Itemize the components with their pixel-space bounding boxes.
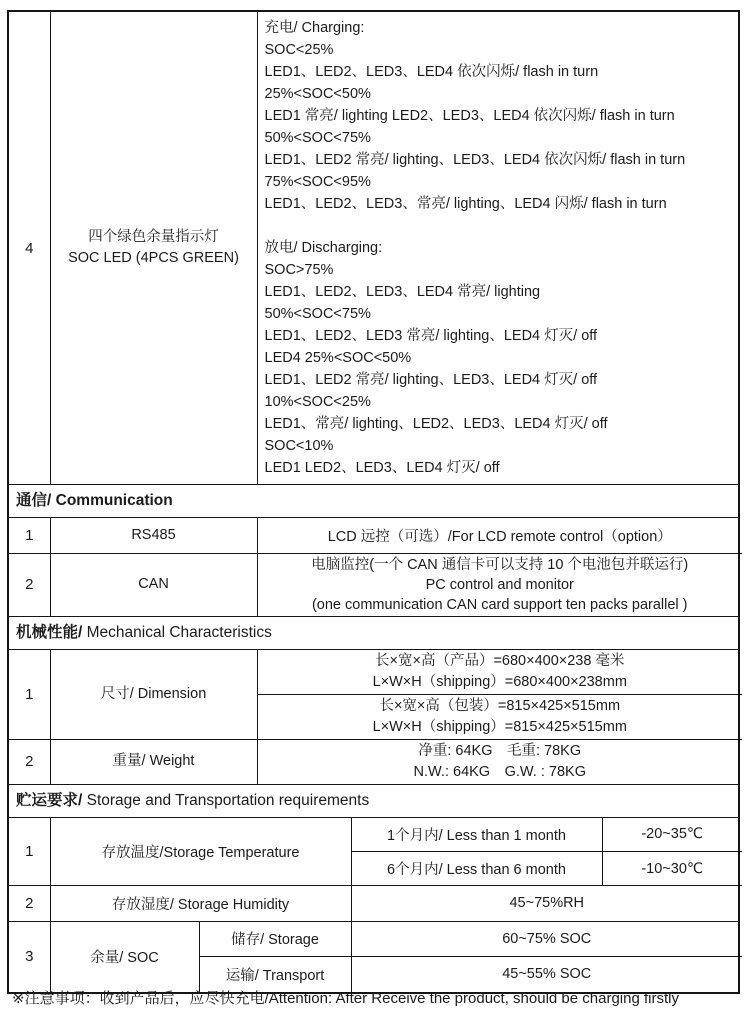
soc-led-table (9, 12, 742, 484)
communication-table (9, 518, 742, 616)
soc-value: 60~75% SOC (351, 922, 742, 957)
led-behavior-line: LED1、LED2、LED3、LED4 常亮/ lighting (264, 284, 541, 300)
led-behavior-line: 25%<SOC<50% (264, 86, 371, 102)
led-behavior-line: LED1、常亮/ lighting、LED2、LED3、LED4 灯灭/ off (264, 416, 608, 432)
weight-value-cell (257, 739, 742, 784)
attention-note: ※注意事项：收到产品后，应尽快充电/Attention: After Receive the product, should be charging firstly (12, 990, 679, 1007)
dimension-product-cell (257, 650, 742, 695)
led-behavior-line: 放电/ Discharging: (264, 240, 383, 256)
can-description-cn: 电脑监控(一个 CAN 通信卡可以支持 10 个电池包并联运行) (311, 556, 689, 573)
table-row-weight (9, 739, 742, 784)
row-index: 2 (9, 739, 50, 784)
dimension-product-cn: 长×宽×高（产品）=680×400×238 毫米 (375, 652, 625, 669)
dimension-package-en: L×W×H（shipping）=815×425×515mm (372, 718, 627, 735)
weight-label: 重量/ Weight (50, 739, 257, 784)
section-title-cn: 通信/ (16, 492, 52, 509)
led-behavior-line: LED1、LED2、LED3、LED4 依次闪烁/ flash in turn (264, 64, 599, 80)
section-title-en: Storage and Transportation requirements (82, 791, 370, 809)
led-behavior-line: LED1 常亮/ lighting LED2、LED3、LED4 依次闪烁/ flash in turn (264, 108, 675, 124)
spec-table (7, 10, 740, 994)
table-row-soc-storage (9, 922, 742, 957)
row-index: 2 (9, 553, 50, 616)
interface-label: CAN (50, 553, 257, 616)
dimension-package-cell (257, 694, 742, 739)
section-title-en: Communication (51, 492, 173, 509)
led-behavior-line: 75%<SOC<95% (264, 174, 371, 190)
interface-description: LCD 远控（可选）/For LCD remote control（option） (257, 518, 742, 553)
led-behavior-line: LED1 LED2、LED3、LED4 灯灭/ off (264, 460, 500, 476)
led-behavior-line: LED1、LED2 常亮/ lighting、LED3、LED4 依次闪烁/ flash in turn (264, 152, 686, 168)
led-behavior-line: 充电/ Charging: (264, 20, 365, 36)
weight-value-cn: 净重: 64KG 毛重: 78KG (418, 742, 582, 759)
storage-temp-range: -10~30℃ (602, 852, 742, 886)
soc-mode: 储存/ Storage (199, 922, 351, 957)
can-description-en: PC control and monitor (425, 576, 574, 593)
table-row-storage-humidity (9, 886, 742, 921)
led-behavior-line (265, 215, 741, 237)
storage-temp-period: 6个月内/ Less than 6 month (351, 852, 602, 886)
section-title-cn: 贮运要求/ (16, 791, 83, 809)
component-label-cn: 四个绿色余量指示灯 (88, 229, 219, 245)
storage-humidity-label: 存放湿度/ Storage Humidity (50, 886, 351, 921)
section-header-mechanical (9, 616, 738, 650)
can-description-en2: (one communication CAN card support ten packs parallel ) (311, 596, 688, 613)
dimension-label: 尺寸/ Dimension (50, 650, 257, 740)
weight-value-en: N.W.: 64KG G.W. : 78KG (413, 763, 586, 780)
component-label (50, 12, 257, 484)
soc-mode: 运输/ Transport (199, 957, 351, 992)
led-behavior-line: SOC<10% (264, 438, 334, 454)
interface-label: RS485 (50, 518, 257, 553)
table-row-storage-temp-1 (9, 818, 742, 852)
table-row-soc-led (9, 12, 742, 484)
storage-temp-label: 存放温度/Storage Temperature (50, 818, 351, 886)
led-behavior-line: LED1、LED2 常亮/ lighting、LED3、LED4 灯灭/ off (264, 372, 598, 388)
led-behavior-line: 10%<SOC<25% (264, 394, 371, 410)
led-behavior-line: LED4 25%<SOC<50% (264, 350, 412, 366)
section-title-en: Mechanical Characteristics (82, 623, 272, 641)
component-label-en: SOC LED (4PCS GREEN) (68, 250, 239, 266)
led-behavior-line: LED1、LED2、LED3、常亮/ lighting、LED4 闪烁/ flash in turn (264, 196, 667, 212)
led-behavior-line: 50%<SOC<75% (264, 306, 371, 322)
row-index: 3 (9, 922, 50, 992)
storage-temp-period: 1个月内/ Less than 1 month (351, 818, 602, 852)
storage-soc-table (9, 922, 742, 992)
section-header-storage (9, 784, 738, 818)
led-behavior-line: SOC>75% (264, 262, 334, 278)
section-title-cn: 机械性能/ (16, 623, 83, 641)
soc-label: 余量/ SOC (50, 922, 199, 992)
storage-temp-range: -20~35℃ (602, 818, 742, 852)
soc-value: 45~55% SOC (351, 957, 742, 992)
led-behavior-line: SOC<25% (264, 42, 334, 58)
table-row-rs485 (9, 518, 742, 553)
dimension-product-en: L×W×H（shipping）=680×400×238mm (372, 673, 627, 690)
led-behavior-line: LED1、LED2、LED3 常亮/ lighting、LED4 灯灭/ off (264, 328, 598, 344)
table-row-can (9, 553, 742, 616)
section-header-communication (9, 484, 738, 518)
led-behavior-line: 50%<SOC<75% (264, 130, 371, 146)
mechanical-table (9, 650, 742, 784)
row-index: 2 (9, 886, 50, 921)
table-row-dimension (9, 650, 742, 695)
storage-humidity-value: 45~75%RH (351, 886, 742, 921)
row-index: 1 (9, 518, 50, 553)
row-index: 1 (9, 650, 50, 740)
dimension-package-cn: 长×宽×高（包装）=815×425×515mm (379, 697, 621, 714)
row-index: 1 (9, 818, 50, 886)
storage-temp-table (9, 818, 742, 921)
row-index: 4 (9, 12, 50, 484)
interface-description (257, 553, 742, 616)
led-behavior-cell (257, 12, 742, 484)
